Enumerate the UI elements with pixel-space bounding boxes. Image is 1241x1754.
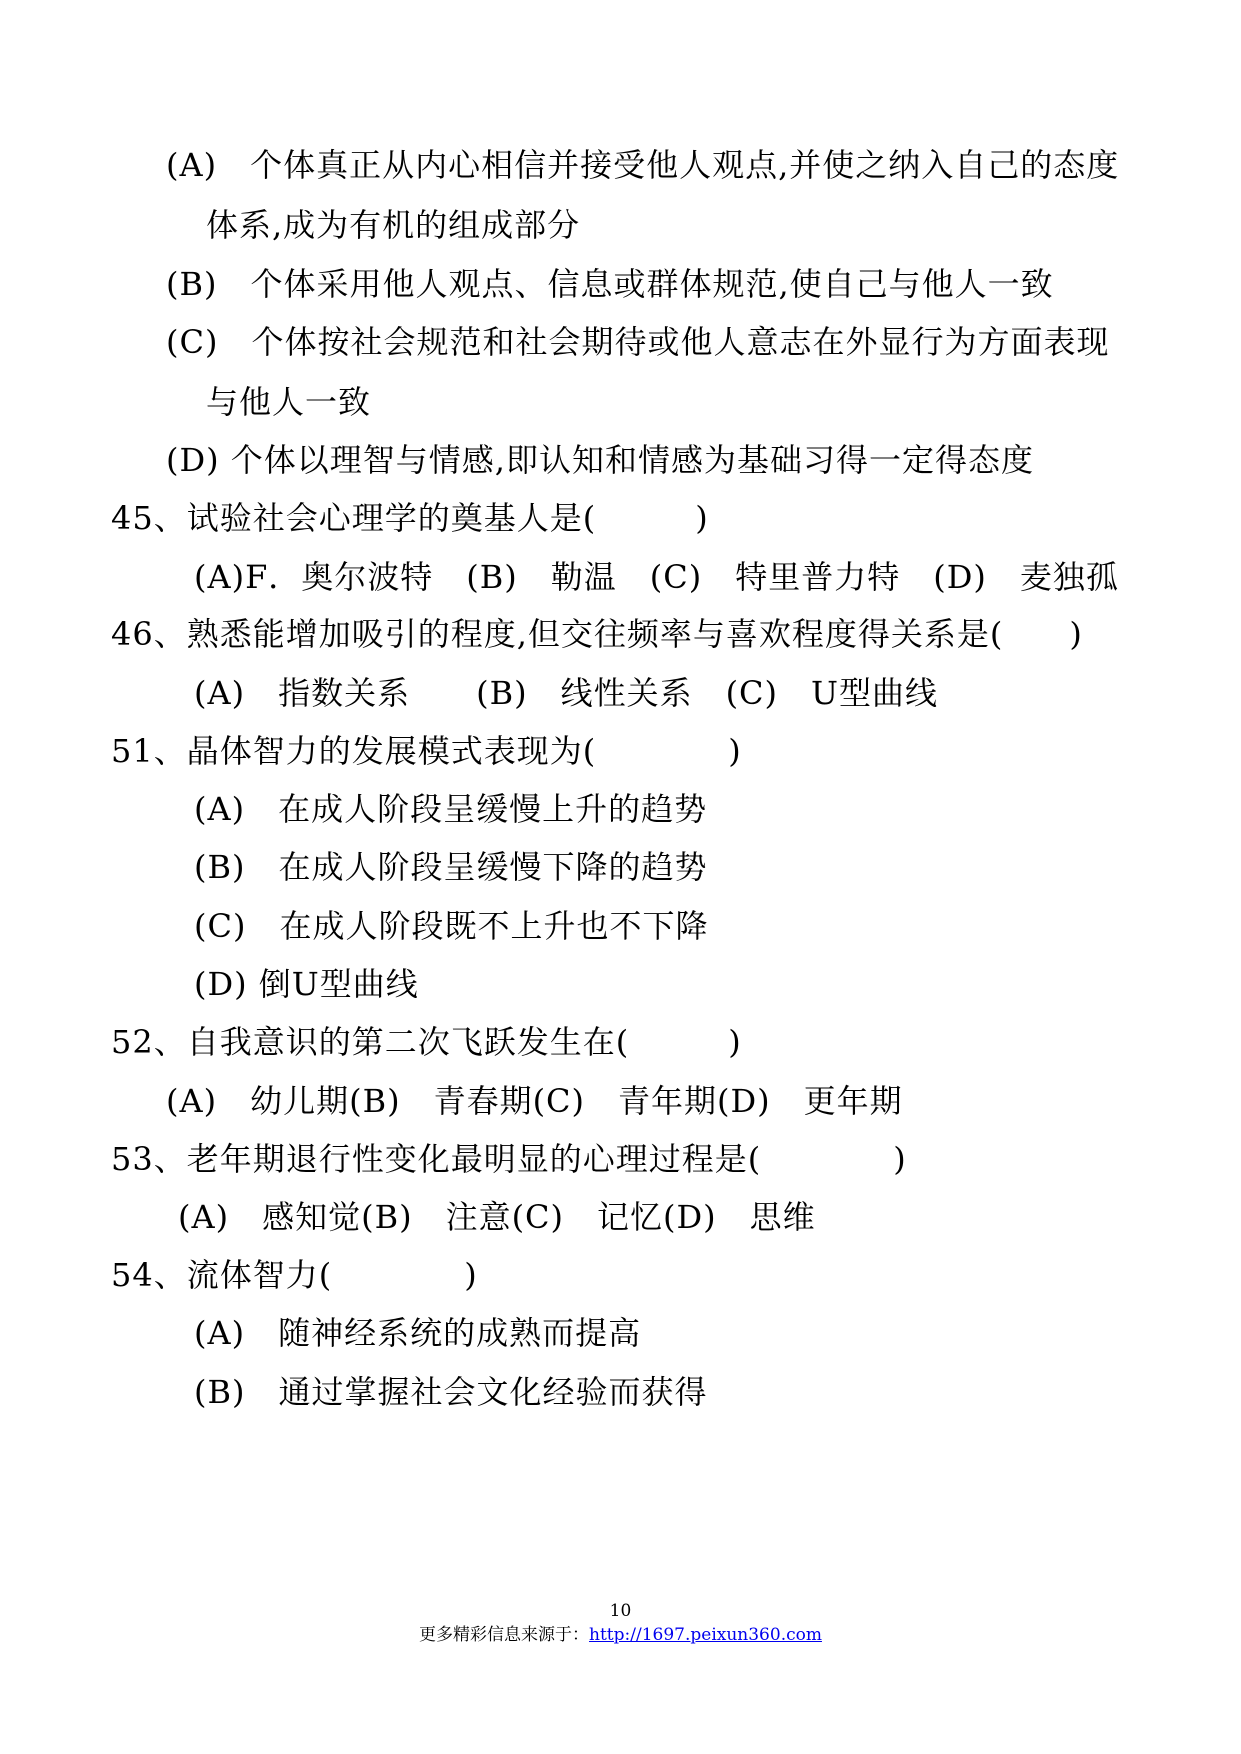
options-52: (A) 幼儿期(B) 青春期(C) 青年期(D) 更年期 bbox=[166, 1082, 903, 1120]
question-53: 53、老年期退行性变化最明显的心理过程是( ) bbox=[111, 1140, 907, 1178]
question-51: 51、晶体智力的发展模式表现为( ) bbox=[111, 732, 742, 770]
footer-source-link[interactable]: http://1697.peixun360.com bbox=[589, 1625, 822, 1645]
options-45: (A)F．奥尔波特 (B) 勒温 (C) 特里普力特 (D) 麦独孤 bbox=[194, 558, 1119, 596]
option-44a-line1: (A) 个体真正从内心相信并接受他人观点,并使之纳入自己的态度 bbox=[166, 146, 1120, 184]
option-44a-line2: 体系,成为有机的组成部分 bbox=[206, 206, 581, 244]
option-51b: (B) 在成人阶段呈缓慢下降的趋势 bbox=[194, 848, 708, 886]
page-number: 10 bbox=[609, 1601, 632, 1621]
footer-source-label: 更多精彩信息来源于： bbox=[419, 1625, 590, 1645]
options-46: (A) 指数关系 (B) 线性关系 (C) U型曲线 bbox=[194, 674, 938, 712]
option-44d: (D) 个体以理智与情感,即认知和情感为基础习得一定得态度 bbox=[166, 441, 1034, 479]
option-51d: (D) 倒U型曲线 bbox=[194, 965, 419, 1003]
question-54: 54、流体智力( ) bbox=[111, 1256, 478, 1294]
option-44c-line1: (C) 个体按社会规范和社会期待或他人意志在外显行为方面表现 bbox=[166, 323, 1110, 361]
option-44c-line2: 与他人一致 bbox=[206, 383, 372, 421]
question-52: 52、自我意识的第二次飞跃发生在( ) bbox=[111, 1023, 742, 1061]
option-54b: (B) 通过掌握社会文化经验而获得 bbox=[194, 1373, 708, 1411]
footer-source bbox=[0, 1624, 1241, 1646]
option-51a: (A) 在成人阶段呈缓慢上升的趋势 bbox=[194, 790, 708, 828]
question-45: 45、试验社会心理学的奠基人是( ) bbox=[111, 499, 709, 537]
option-54a: (A) 随神经系统的成熟而提高 bbox=[194, 1314, 642, 1352]
option-51c: (C) 在成人阶段既不上升也不下降 bbox=[194, 907, 709, 945]
question-46: 46、熟悉能增加吸引的程度,但交往频率与喜欢程度得关系是( ) bbox=[111, 615, 1083, 653]
option-44b: (B) 个体采用他人观点、信息或群体规范,使自己与他人一致 bbox=[166, 265, 1054, 303]
options-53: (A) 感知觉(B) 注意(C) 记忆(D) 思维 bbox=[178, 1198, 816, 1236]
